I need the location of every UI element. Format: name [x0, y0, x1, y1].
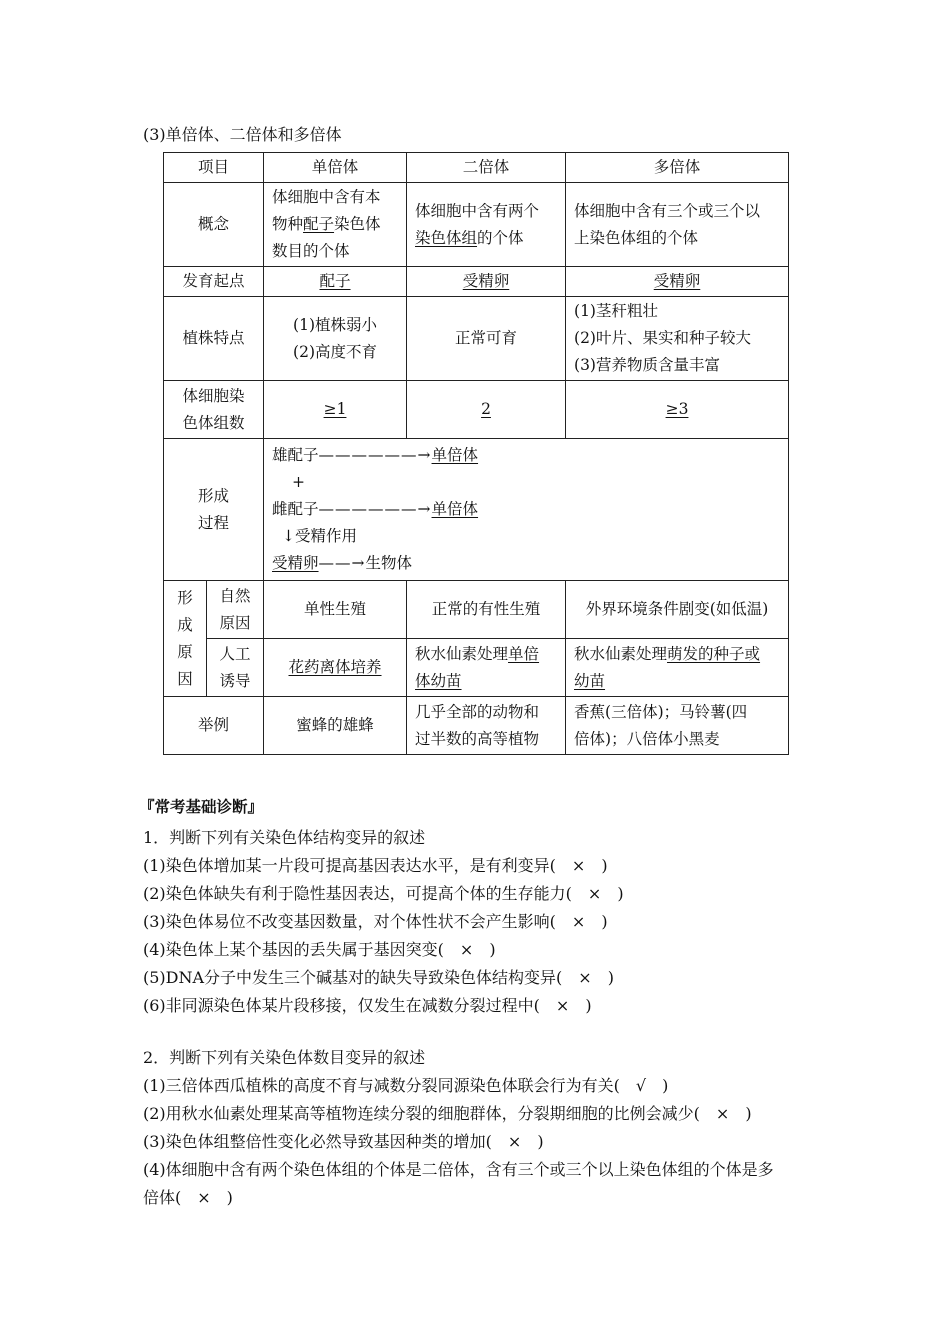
row-concept	[164, 183, 789, 267]
artificial-haploid: 花药离体培养	[264, 639, 407, 697]
list-item: (6)非同源染色体某片段移接，仅发生在减数分裂过程中( × )	[143, 996, 592, 1015]
label-artificial: 人工 诱导	[207, 639, 264, 697]
list-item: 倍体( × )	[143, 1188, 233, 1207]
header-haploid: 单倍体	[264, 153, 407, 183]
row-cause-natural	[164, 581, 789, 639]
sets-diploid: 2	[407, 381, 566, 439]
origin-polyploid: 受精卵	[566, 267, 789, 297]
row-example	[164, 697, 789, 755]
process-diagram	[264, 439, 789, 581]
section2-title: 2．判断下列有关染色体数目变异的叙述	[143, 1048, 426, 1067]
traits-diploid: 正常可育	[407, 297, 566, 381]
male-line: 雄配子——————→单倍体	[272, 446, 479, 464]
list-item: (2)用秋水仙素处理某高等植物连续分裂的细胞群体，分裂期细胞的比例会减少( × )	[143, 1104, 752, 1123]
example-diploid: 几乎全部的动物和 过半数的高等植物	[407, 697, 566, 755]
label-example: 举例	[164, 697, 264, 755]
list-item: (5)DNA分子中发生三个碱基对的缺失导致染色体结构变异( × )	[143, 968, 614, 987]
header-diploid: 二倍体	[407, 153, 566, 183]
list-item: (2)染色体缺失有利于隐性基因表达，可提高个体的生存能力( × )	[143, 884, 624, 903]
traits-polyploid: (1)茎秆粗壮 (2)叶片、果实和种子较大 (3)营养物质含量丰富	[566, 297, 789, 381]
list-item: (4)染色体上某个基因的丢失属于基因突变( × )	[143, 940, 496, 959]
label-process: 形成 过程	[164, 439, 264, 581]
list-item: (4)体细胞中含有两个染色体组的个体是二倍体，含有三个或三个以上染色体组的个体是多	[143, 1160, 774, 1179]
label-origin: 发育起点	[164, 267, 264, 297]
list-item: (3)染色体易位不改变基因数量，对个体性状不会产生影响( × )	[143, 912, 608, 931]
artificial-diploid: 秋水仙素处理单倍 体幼苗	[407, 639, 566, 697]
fertilization-line: ↓受精作用	[282, 527, 358, 545]
zygote-line: 受精卵——→生物体	[272, 554, 413, 572]
label-sets: 体细胞染 色体组数	[164, 381, 264, 439]
concept-diploid: 体细胞中含有两个 染色体组的个体	[407, 183, 566, 267]
example-polyploid: 香蕉(三倍体)；马铃薯(四 倍体)；八倍体小黑麦	[566, 697, 789, 755]
traits-haploid: (1)植株弱小 (2)高度不育	[264, 297, 407, 381]
label-traits: 植株特点	[164, 297, 264, 381]
plus-sign: +	[292, 473, 306, 491]
structure-variation-section	[143, 824, 624, 1020]
origin-haploid: 配子	[264, 267, 407, 297]
label-cause: 形 成 原 因	[164, 581, 207, 697]
concept-haploid: 体细胞中含有本 物种配子染色体 数目的个体	[264, 183, 407, 267]
row-origin	[164, 267, 789, 297]
sets-polyploid: ≥3	[566, 381, 789, 439]
section1-title: 1．判断下列有关染色体结构变异的叙述	[143, 828, 426, 847]
sets-haploid: ≥1	[264, 381, 407, 439]
row-cause-artificial	[164, 639, 789, 697]
section-title: (3)单倍体、二倍体和多倍体	[143, 125, 342, 144]
ploidy-comparison-table	[163, 152, 789, 755]
concept-polyploid: 体细胞中含有三个或三个以 上染色体组的个体	[566, 183, 789, 267]
list-item: (1)染色体增加某一片段可提高基因表达水平，是有利变异( × )	[143, 856, 608, 875]
female-line: 雌配子——————→单倍体	[272, 500, 479, 518]
row-process	[164, 439, 789, 581]
list-item: (3)染色体组整倍性变化必然导致基因种类的增加( × )	[143, 1132, 544, 1151]
natural-haploid: 单性生殖	[264, 581, 407, 639]
example-haploid: 蜜蜂的雄蜂	[264, 697, 407, 755]
label-concept: 概念	[164, 183, 264, 267]
list-item: (1)三倍体西瓜植株的高度不育与减数分裂同源染色体联会行为有关( √ )	[143, 1076, 669, 1095]
row-sets	[164, 381, 789, 439]
diagnosis-title: 『常考基础诊断』	[139, 798, 264, 816]
table-header-row	[164, 153, 789, 183]
label-natural: 自然 原因	[207, 581, 264, 639]
row-traits	[164, 297, 789, 381]
number-variation-section	[143, 1044, 774, 1212]
artificial-polyploid: 秋水仙素处理萌发的种子或 幼苗	[566, 639, 789, 697]
natural-polyploid: 外界环境条件剧变(如低温)	[566, 581, 789, 639]
header-item: 项目	[164, 153, 264, 183]
header-polyploid: 多倍体	[566, 153, 789, 183]
origin-diploid: 受精卵	[407, 267, 566, 297]
natural-diploid: 正常的有性生殖	[407, 581, 566, 639]
